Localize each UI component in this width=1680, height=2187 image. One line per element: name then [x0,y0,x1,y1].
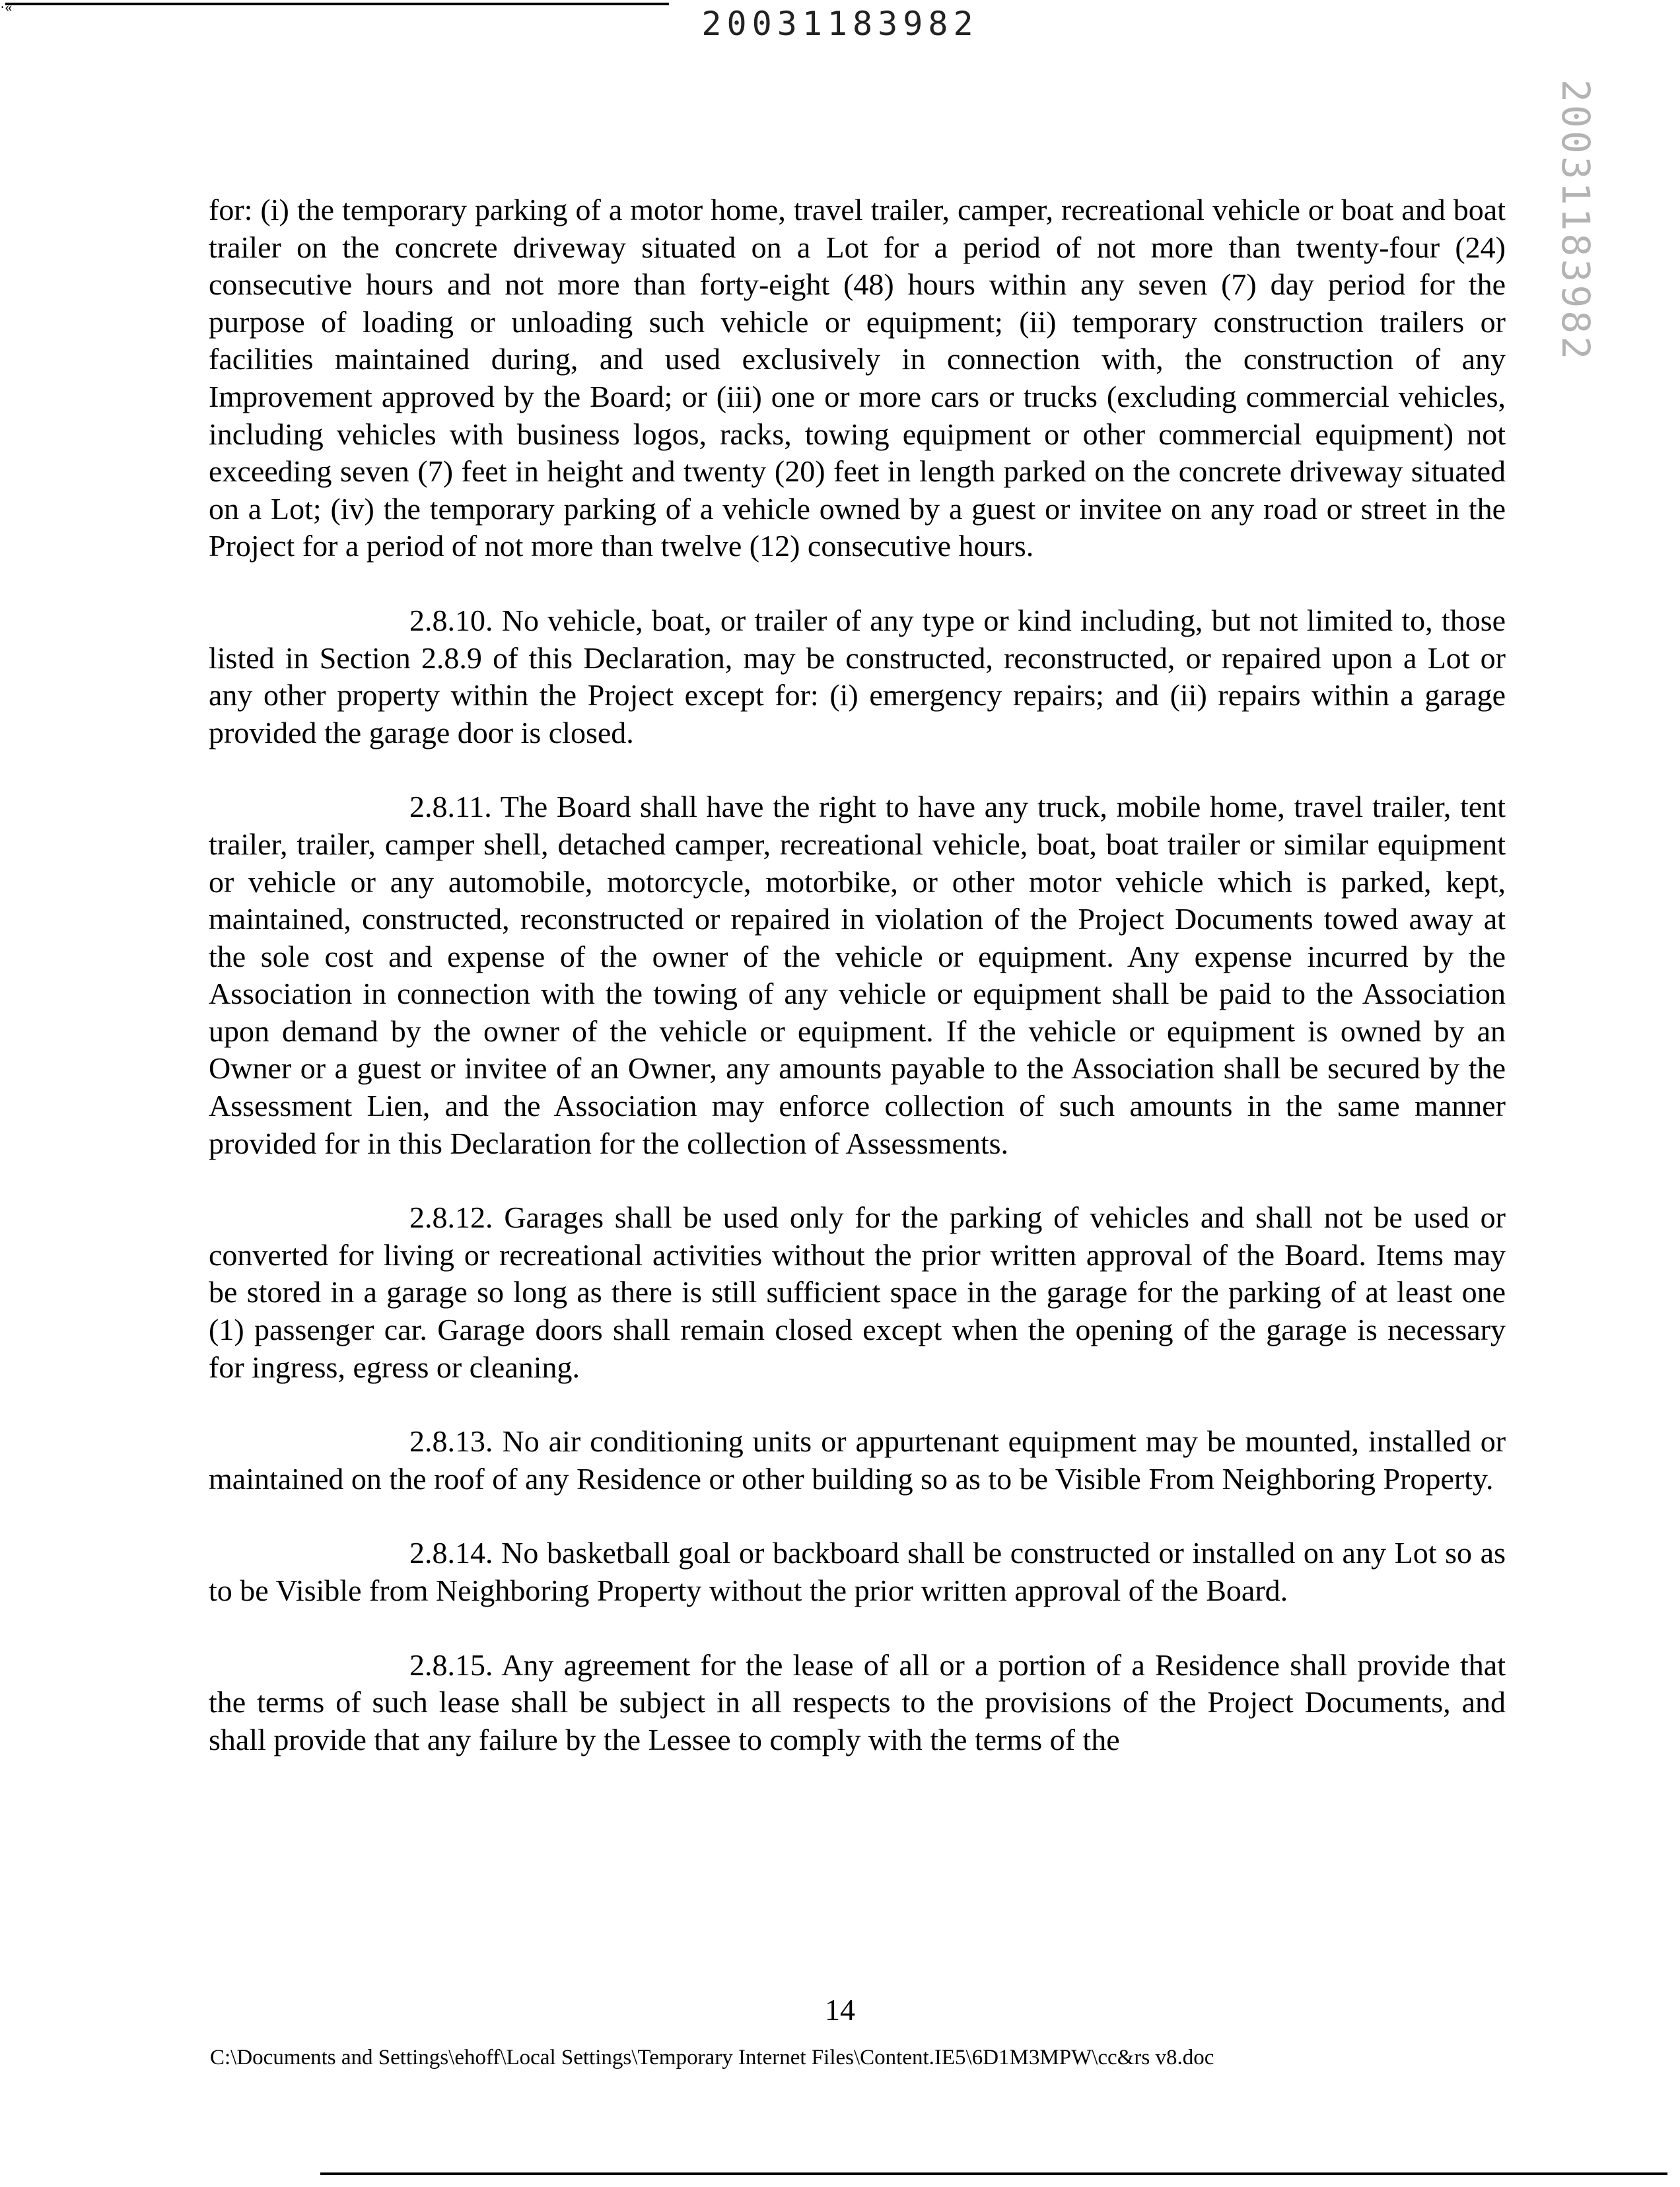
section-number: 2.8.14. [409,1536,493,1570]
section-number: 2.8.13. [409,1424,493,1459]
recording-number: 20031183982 [701,5,979,43]
section-number: 2.8.11. [409,790,492,824]
paragraph-2-8-13 [209,1423,1506,1498]
paragraph-text: The Board shall have the right to have any truck, mobile home, travel trailer, tent trailer, trailer, camper shell, detached camper, recreational vehicle, boat, boat trailer or similar equipment or vehicle or any automobile, motorcycle, motorbike, or other motor vehicle which is parked, kept, maintained, constructed, reconstructed or repaired in violation of the Project Documents towed away at the sole cost and expense of the owner of the vehicle or equipment. Any expense incurred by the Association in connection with the towing of any vehicle or equipment shall be paid to the Association upon demand by the owner of the vehicle or equipment. If the vehicle or equipment is owned by an Owner or a guest or invitee of an Owner, any amounts payable to the Association shall be secured by the Assessment Lien, and the Association may enforce collection of such amounts in the same manner provided for in this Declaration for the collection of Assessments. [209,790,1506,1160]
paragraph-2-8-12 [209,1199,1506,1386]
file-path-footer: C:\Documents and Settings\ehoff\Local Settings\Temporary Internet Files\Content.IE5\6D1M3MPW\cc&rs v8.doc [210,2046,1214,2069]
paragraph-text: No basketball goal or backboard shall be constructed or installed on any Lot so as to be Visible from Neighboring Property without the prior written approval of the Board. [209,1536,1506,1607]
bottom-rule [320,2172,1667,2175]
page-number: 14 [825,1993,855,2027]
paragraph-text: for: (i) the temporary parking of a motor home, travel trailer, camper, recreational vehicle or boat and boat trailer on the concrete driveway situated on a Lot for a period of not more than twenty-four (24) consecutive hours and not more than forty-eight (48) hours within any seven (7) day period for the purpose of loading or unloading such vehicle or equipment; (ii) temporary construction trailers or facilities maintained during, and used exclusively in connection with, the construction of any Improvement approved by the Board; or (iii) one or more cars or trucks (excluding commercial vehicles, including vehicles with business logos, racks, towing equipment or other commercial equipment) not exceeding seven (7) feet in height and twenty (20) feet in length parked on the concrete driveway situated on a Lot; (iv) the temporary parking of a vehicle owned by a guest or invitee on any road or street in the Project for a period of not more than twelve (12) consecutive hours. [209,193,1506,563]
section-number: 2.8.15. [409,1648,493,1682]
paragraph-continuation [209,191,1506,565]
corner-mark: ·« [0,0,13,15]
paragraph-2-8-15 [209,1647,1506,1759]
paragraph-2-8-10 [209,602,1506,751]
document-body [209,191,1506,1795]
paragraph-2-8-11 [209,788,1506,1162]
section-number: 2.8.10. [409,603,493,637]
section-number: 2.8.12. [409,1200,493,1235]
paragraph-text: Any agreement for the lease of all or a portion of a Residence shall provide that the terms of such lease shall be subject in all respects to the provisions of the Project Documents, and shall provide that any failure by the Lessee to comply with the terms of the [209,1648,1506,1756]
paragraph-text: No air conditioning units or appurtenant equipment may be mounted, installed or maintained on the roof of any Residence or other building so as to be Visible From Neighboring Property. [209,1424,1506,1496]
margin-stamp: 20031183982 [1553,79,1598,363]
paragraph-2-8-14 [209,1535,1506,1609]
paragraph-text: Garages shall be used only for the parking of vehicles and shall not be used or converted for living or recreational activities without the prior written approval of the Board. Items may be stored in a garage so long as there is still sufficient space in the garage for the parking of at least one (1) passenger car. Garage doors shall remain closed except when the opening of the garage is necessary for ingress, egress or cleaning. [209,1200,1506,1384]
paragraph-text: No vehicle, boat, or trailer of any type or kind including, but not limited to, those listed in Section 2.8.9 of this Declaration, may be constructed, reconstructed, or repaired upon a Lot or any other property within the Project except for: (i) emergency repairs; and (ii) repairs within a garage provided the garage door is closed. [209,603,1506,749]
